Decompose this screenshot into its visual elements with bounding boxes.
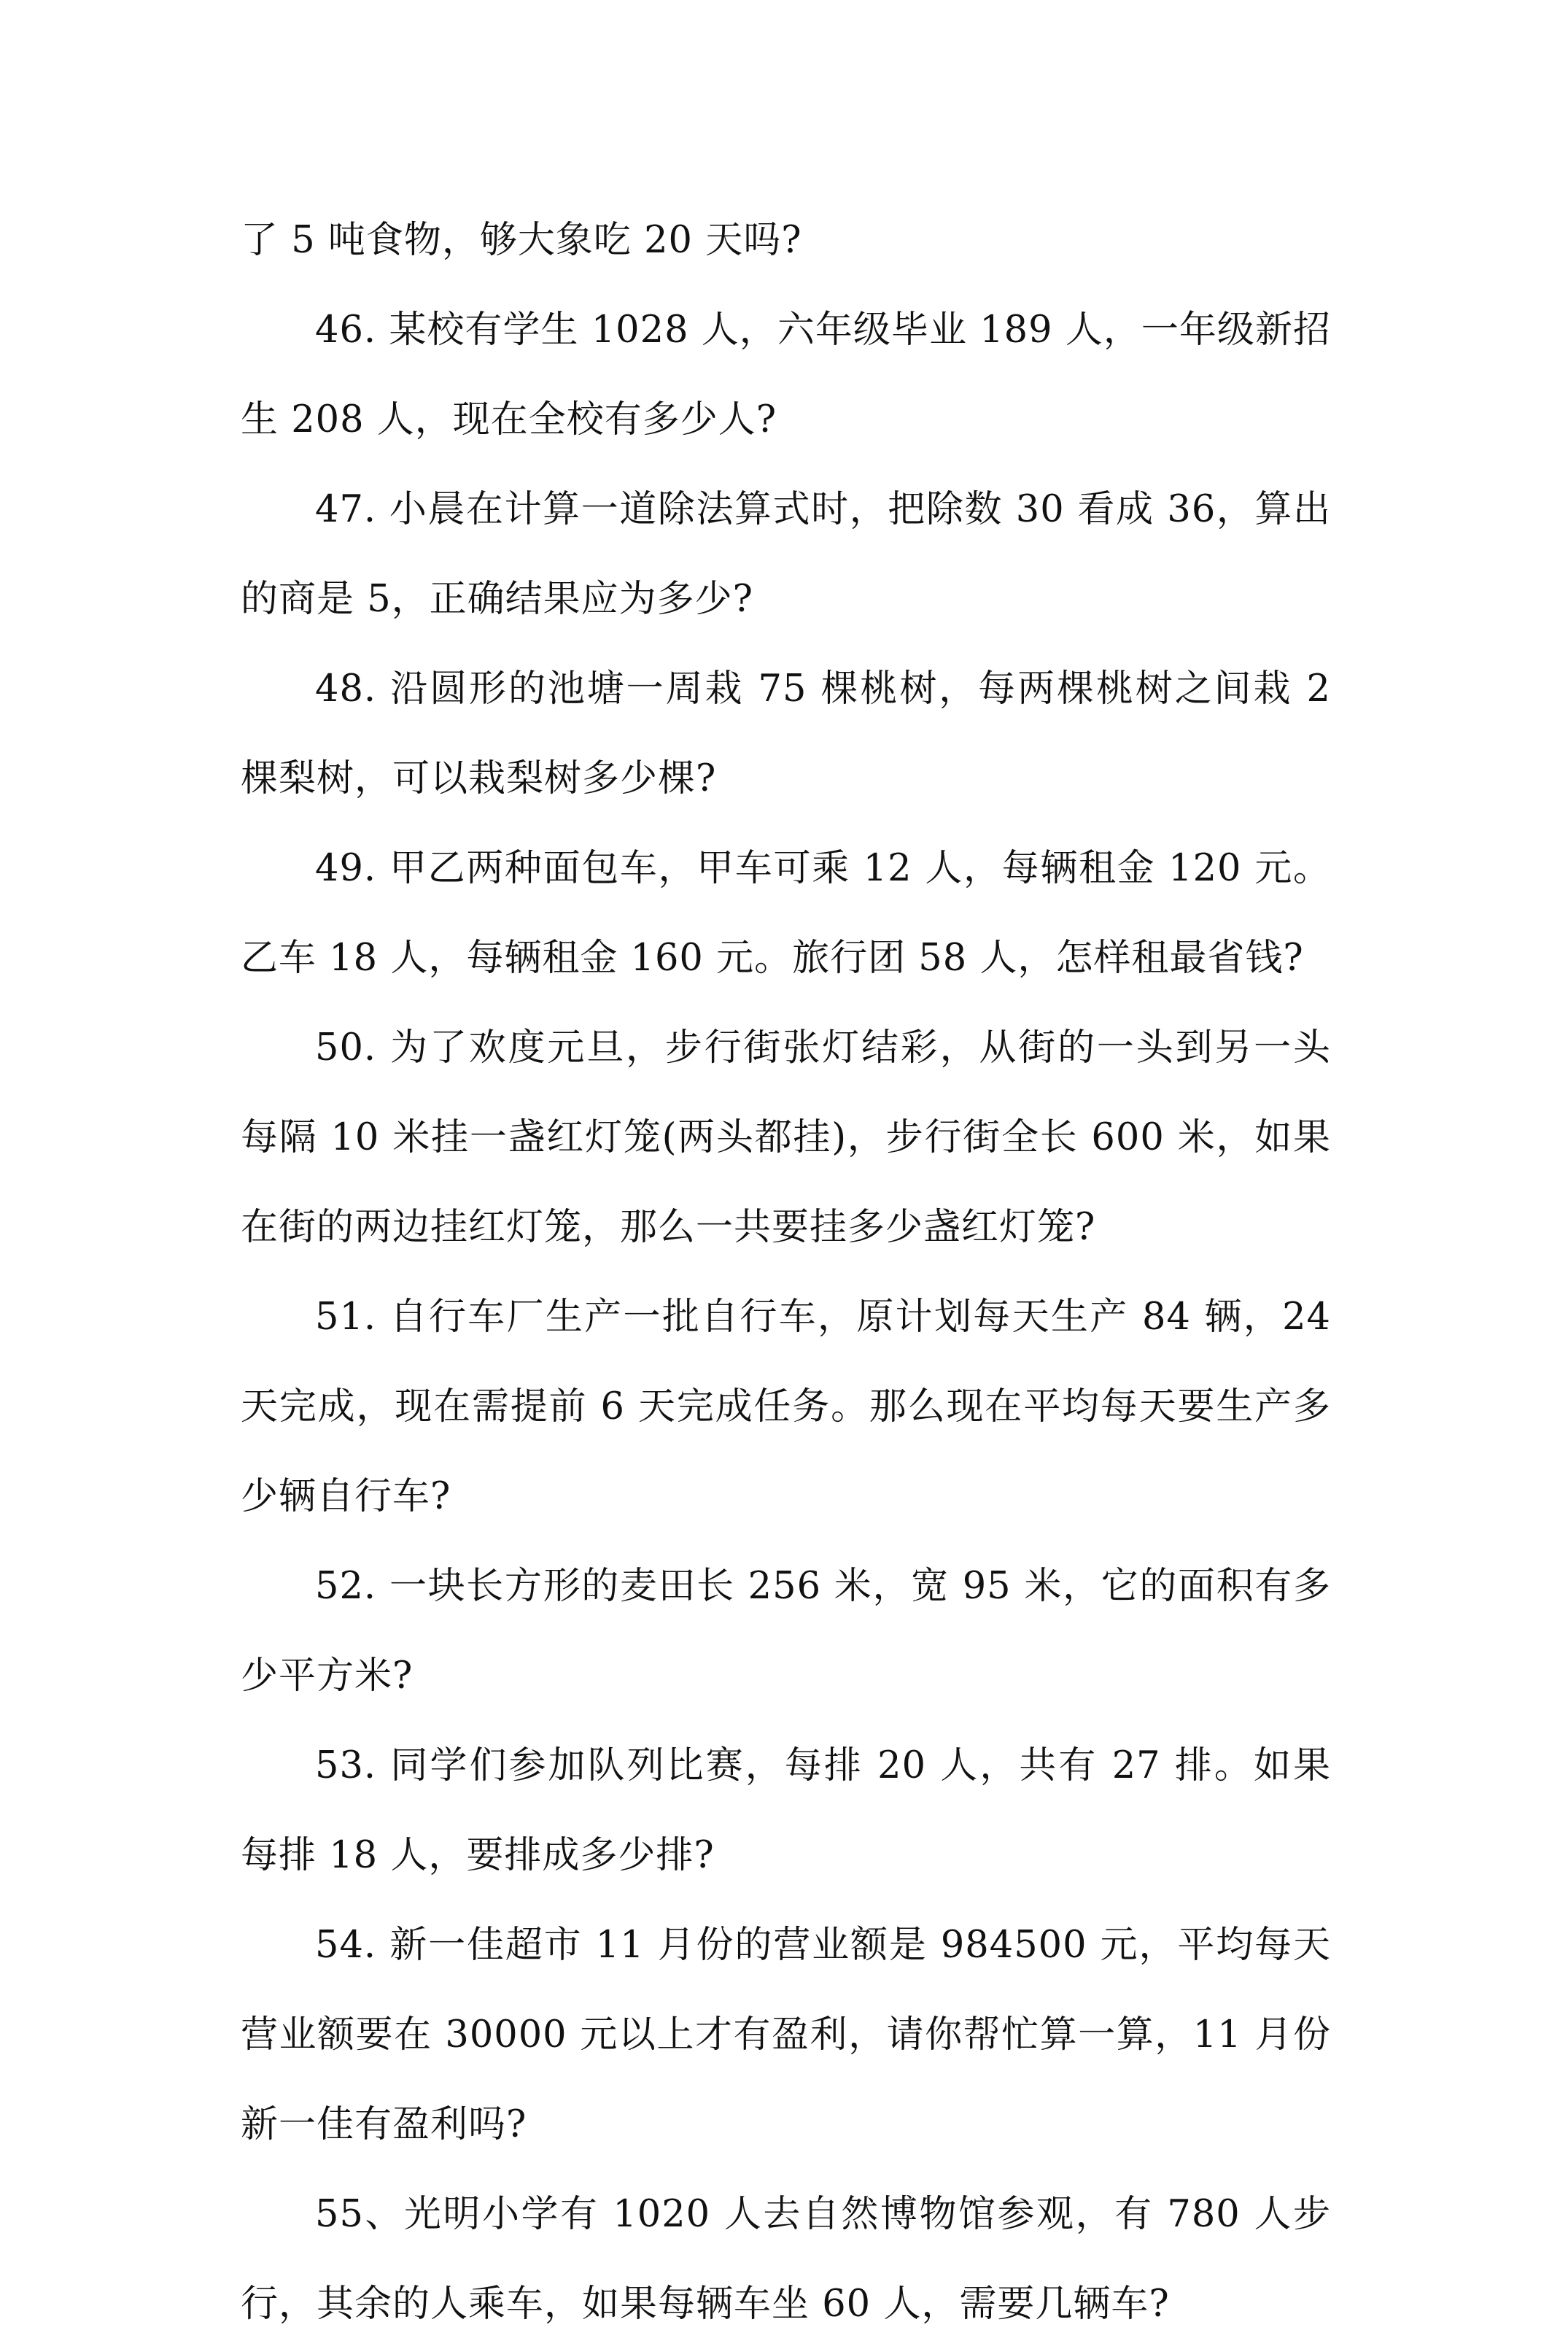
paragraph-50: 50. 为了欢度元旦，步行街张灯结彩，从街的一头到另一头每隔 10 米挂一盏红灯笼(两头都挂)，步行街全长 600 米，如果在街的两边挂红灯笼，那么一共要挂多少盏红灯笼? (241, 1026, 1331, 1249)
paragraph-51: 51. 自行车厂生产一批自行车，原计划每天生产 84 辆，24 天完成，现在需提前 6 天完成任务。那么现在平均每天要生产多少辆自行车? (241, 1296, 1331, 1518)
paragraph-46: 46. 某校有学生 1028 人，六年级毕业 189 人，一年级新招生 208 人，现在全校有多少人? (241, 309, 1331, 441)
paragraph-49: 49. 甲乙两种面包车，甲车可乘 12 人，每辆租金 120 元。乙车 18 人，每辆租金 160 元。旅行团 58 人，怎样租最省钱? (241, 847, 1331, 980)
document-body (241, 196, 1331, 2349)
paragraph-53: 53. 同学们参加队列比赛，每排 20 人，共有 27 排。如果每排 18 人，要排成多少排? (241, 1744, 1331, 1877)
paragraph-45-continuation: 了 5 吨食物，够大象吃 20 天吗? (241, 219, 802, 262)
paragraph-52: 52. 一块长方形的麦田长 256 米，宽 95 米，它的面积有多少平方米? (241, 1565, 1331, 1698)
paragraph-54: 54. 新一佳超市 11 月份的营业额是 984500 元，平均每天营业额要在 30000 元以上才有盈利，请你帮忙算一算，11 月份新一佳有盈利吗? (241, 1924, 1331, 2146)
paragraph-48: 48. 沿圆形的池塘一周栽 75 棵桃树，每两棵桃树之间栽 2 棵梨树，可以栽梨树多少棵? (241, 667, 1331, 800)
paragraph-47: 47. 小晨在计算一道除法算式时，把除数 30 看成 36，算出的商是 5，正确结果应为多少? (241, 488, 1331, 621)
paragraph-55: 55、光明小学有 1020 人去自然博物馆参观，有 780 人步行，其余的人乘车，如果每辆车坐 60 人，需要几辆车? (241, 2193, 1331, 2326)
